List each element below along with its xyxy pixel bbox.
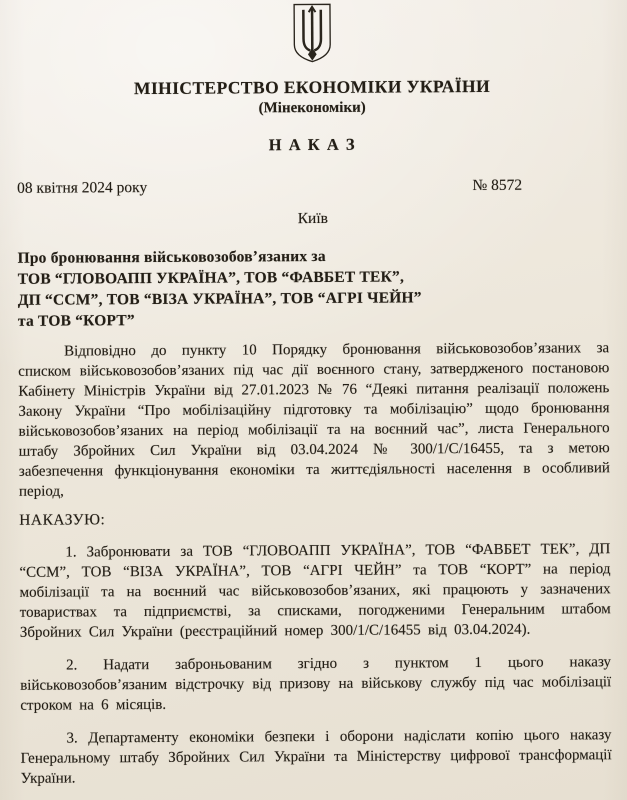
order-subject: Про бронювання військовозобов’язаних за ТОВ “ГЛОВОАПП УКРАЇНА”, ТОВ “ФАВБЕТ ТЕК”, ДП “ССМ”, ТОВ “ВІЗА УКРАЇНА”, ТОВ “АГРІ ЧЕЙН” та ТОВ “КОРТ”: [17, 247, 422, 330]
order-item-1: 1. Забронювати за ТОВ “ГЛОВОАПП УКРАЇНА”, ТОВ “ФАВБЕТ ТЕК”, ДП “ССМ”, ТОВ “ВІЗА УКРАЇНА”, ТОВ “АГРІ ЧЕЙН” та ТОВ “КОРТ” на період мобілізації та на воєнний час військовозобов’язаних, які працюють у зазначених товариствах та підприємстві, за списками, погодженими Генеральним штабом Збройних Сил України (реєстраційний номер 300/1/С/16455 від 03.04.2024).: [19, 541, 611, 641]
ukraine-trident-emblem-icon: [290, 2, 334, 64]
ministry-short-name: (Мінекономіки): [258, 99, 366, 117]
document-header: [16, 0, 608, 157]
order-city: Київ: [297, 209, 329, 228]
order-number: № 8572: [472, 176, 523, 195]
order-verb: НАКАЗУЮ:: [19, 511, 106, 529]
document-type-title: Н А К А З: [268, 134, 357, 155]
order-item-2: 2. Надати заброньованим згідно з пунктом 1 цього наказу військовозобов’язаним відстрочку від призову на військову службу під час мобілізації строком на 6 місяців.: [20, 654, 612, 714]
order-date: 08 квітня 2024 року: [17, 179, 148, 197]
intro-paragraph: Відповідно до пункту 10 Порядку бронювання військовозобов’язаних за списком військовозобов’язаних під час дії воєнного стану, затвердженого постановою Кабінету Міністрів України від 27.01.2023 № 76 “Деякі питання реалізації положень Закону України “Про мобілізаційну підготовку та мобілізацію” щодо бронювання військовозобов’язаних на період мобілізації та на воєнний час”, листа Генерального штабу Збройних Сил України від 03.04.2024 № 300/1/С/16455, та з метою забезпечення функціонування економіки та життєдіяльності населення в особливий період,: [18, 340, 610, 500]
order-item-3: 3. Департаменту економіки безпеки і оборони надіслати копію цього наказу Генеральному штабу Збройних Сил України та Міністерству цифрової трансформації України.: [20, 727, 612, 787]
ministry-title: МІНІСТЕРСТВО ЕКОНОМІКИ УКРАЇНИ: [133, 75, 491, 99]
date-number-row: [17, 175, 608, 198]
